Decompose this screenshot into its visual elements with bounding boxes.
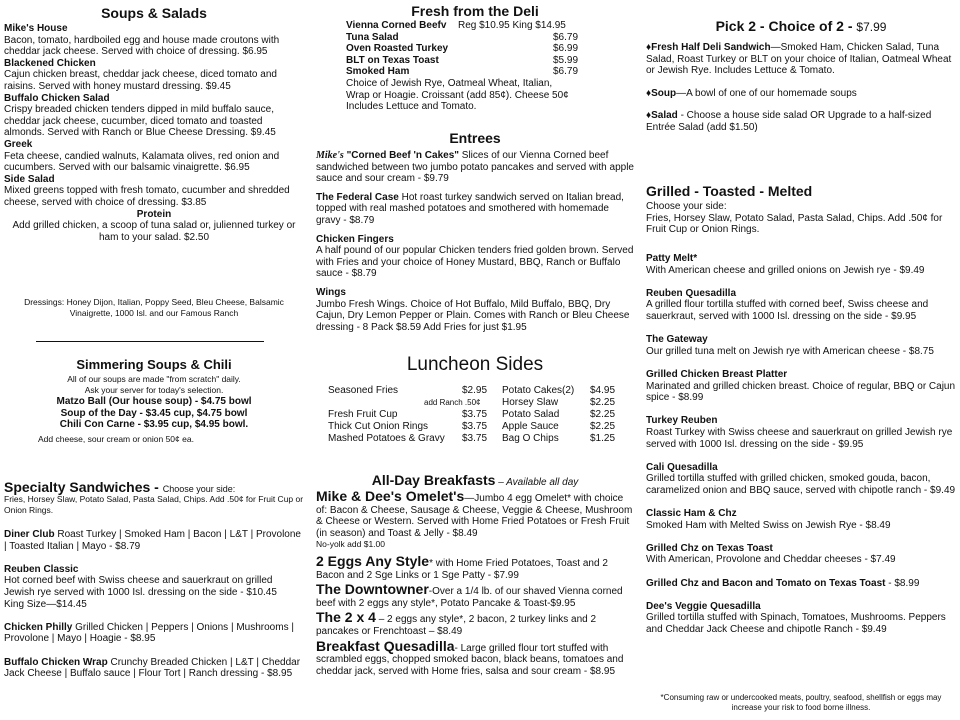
sides-row: Mashed Potatoes & Gravy $3.75 Bag O Chips $1.25 [328,433,616,444]
sides-row: add Ranch .50¢ Horsey Slaw $2.25 [424,397,616,408]
entrees-list [316,150,634,333]
grilled-item: Grilled Chicken Breast Platter Marinated and grilled chicken breast. Choice of regular, BBQ or Cajun spice - $8.99 [646,368,956,404]
breakfast-item: Mike & Dee's Omelet's—Jumbo 4 egg Omelet* with choice of: Bacon & Cheese, Sausage & Cheese, Veggie & Cheese, Mushroom & Cheese or Western. Served with Home Fried Potatoes or Fresh Fruit (in season) and Toast & Jelly - $8.49 No-yolk add $1.00 [316,488,633,550]
sides-table [328,385,634,445]
salad-list [4,23,304,243]
deli-row: Smoked Ham $6.79 [346,66,579,78]
salad-item: Greek Feta cheese, candied walnuts, Kalamata olives, red onion and cucumbers. Served with our balsamic vinaigrette. $6.95 [4,138,280,174]
grilled-item: Cali Quesadilla Grilled tortilla stuffed with grilled chicken, smoked gouda, bacon, caramelized onion and BBQ sauce, served with chipotle ranch - $9.49 [646,461,956,496]
soups-title: Simmering Soups & Chili [76,357,232,372]
grilled-item: Classic Ham & Chz Smoked Ham with Melted Swiss on Jewish Rye - $8.49 [646,508,891,531]
specialty-sides: Fries, Horsey Slaw, Potato Salad, Pasta Salad, Chips. Add .50¢ for Fruit Cup or Onion Rings. [4,494,304,515]
pick2-item: ♦Soup—A bowl of one of our homemade soups [646,87,857,99]
sides-row: Fresh Fruit Cup $3.75 Potato Salad $2.25 [328,409,616,420]
entrees-title: Entrees [449,130,501,146]
salad-item: Side Salad Mixed greens topped with fresh tomato, cucumber and shredded cheese, served with choice of dressing. $3.85 [4,173,290,208]
pick2-item: ♦Fresh Half Deli Sandwich—Smoked Ham, Chicken Salad, Tuna Salad, Roast Turkey or BLT on your choice of Italian, Oatmeal Wheat or Jewish Rye. Includes Lettuce & Tomato. [646,42,952,77]
breakfast-item: The 2 x 4 – 2 eggs any style*, 2 bacon, 2 turkey links and 2 pancakes or Frenchtoast – $8.49 [316,609,597,637]
grilled-item: Dee's Veggie Quesadilla Grilled tortilla stuffed with Spinach, Tomatoes, Mushrooms. Peppers and Cheddar Jack Cheese and chipotle Ranch - $9.49 [646,600,946,635]
entree-item: Mike's "Corned Beef 'n Cakes" Slices of our Vienna Corned beef sandwiched between two jumbo potato pancakes and served with apple sauce and sour cream - $9.79 [316,150,634,185]
grilled-item: Reuben Quesadilla A grilled flour tortilla stuffed with corned beef, Swiss cheese and sauerkraut, served with 1000 Isl. dressing on the side - $9.95 [646,287,929,322]
soups-notes: All of our soups are made "from scratch" daily. Ask your server for today's selection. [67,374,241,395]
sandwich-item: Chicken Philly Grilled Chicken | Peppers | Onions | Mushrooms | Provolone | Mayo | Hoagie - $8.95 [4,621,294,645]
salad-item: Blackened Chicken Cajun chicken breast, cheddar jack cheese, diced tomato and raisins. Served with honey mustard dressing. $9.45 [4,57,277,92]
food-disclaimer: *Consuming raw or undercooked meats, poultry, seafood, shellfish or eggs may increase your risk to food borne illness. [660,693,942,712]
breakfast-item: 2 Eggs Any Style* with Home Fried Potatoes, Toast and 2 Bacon and 2 Sge Links or 1 Sge Patty - $7.99 [316,552,608,581]
specialty-heading: Specialty Sandwiches - Choose your side: [4,479,236,495]
deli-row: Vienna Corned Beefv Reg $10.95 King $14.95 [346,20,566,31]
deli-row: BLT on Texas Toast $5.99 [346,54,579,66]
sandwich-item: Buffalo Chicken Wrap Crunchy Breaded Chicken | L&T | Cheddar Jack Cheese | Buffalo sauce | Flour Tort | Ranch dressing - $8.95 [4,656,301,680]
grilled-item: Patty Melt* With American cheese and grilled onions on Jewish rye - $9.49 [646,253,925,276]
protein-title: Protein [136,208,172,220]
entree-item: Chicken Fingers A half pound of our popular Chicken tenders fried golden brown. Served with Fries and your choice of Honey Mustard, BBQ, Ranch or Buffalo sauce - $8.79 [316,233,634,280]
grilled-item: Grilled Chz and Bacon and Tomato on Texas Toast - $8.99 [646,577,920,589]
deli-title: Fresh from the Deli [411,3,539,19]
sandwich-item: Reuben Classic Hot corned beef with Swiss cheese and sauerkraut on grilled Jewish rye served with 1000 Isl. dressing on the side - $10.45 King Size—$14.45 [4,563,305,610]
entree-item: The Federal Case Hot roast turkey sandwich served on Italian bread, topped with real mashed potatoes and smothered with homemade gravy - $8.79 [316,191,624,226]
grilled-sides: Choose your side: Fries, Horsey Slaw, Potato Salad, Pasta Salad, Chips. Add .50¢ for Fruit Cup or Onion Rings. [646,201,943,236]
sides-row: Thick Cut Onion Rings $3.75 Apple Sauce $2.25 [328,421,616,432]
deli-note: Choice of Jewish Rye, Oatmeal Wheat, Italian, Wrap or Hoagie. Croissant (add 85¢). Cheese 50¢ Includes Lettuce and Tomato. [346,78,569,113]
soups-addon: Add cheese, sour cream or onion 50¢ ea. [38,434,194,444]
pick2-list [646,42,956,134]
diamond-icon: ♦ [646,42,652,53]
breakfast-heading: All-Day Breakfasts – Available all day [371,472,579,488]
pick2-heading: Pick 2 - Choice of 2 - $7.99 [715,18,887,34]
soups-salads-title: Soups & Salads [101,5,207,21]
deli-row: Oven Roasted Turkey $6.99 [346,43,579,55]
diamond-icon: ♦ [646,110,652,122]
specialty-list [4,529,304,680]
grilled-item: The Gateway Our grilled tuna melt on Jewish rye with American cheese - $8.75 [646,334,934,357]
salad-item: Buffalo Chicken Salad Crispy breaded chicken tenders dipped in mild buffalo sauce, cheddar jack cheese, cucumber, diced tomato and toasted almonds. Served with Ranch or Blue Cheese Dressing. $9.45 [4,92,276,139]
sandwich-item: Diner Club Roast Turkey | Smoked Ham | Bacon | L&T | Provolone | Toasted Italian | Mayo - $8.79 [4,529,301,552]
deli-row: Tuna Salad $6.79 [346,31,579,43]
sides-row: Seasoned Fries $2.95 Potato Cakes(2) $4.95 [328,385,616,396]
breakfast-item: Breakfast Quesadilla- Large grilled flour tort stuffed with scrambled eggs, chopped smoked bacon, black beans, tomatoes and cheddar jack, served with Home fries, salsa and sour cream - $8.95 [316,637,624,677]
soups-lines: Matzo Ball (Our house soup) - $4.75 bowl Soup of the Day - $3.45 cup, $4.75 bowl Chili Con Carne - $3.95 cup, $4.95 bowl. [56,396,252,431]
breakfast-list [316,488,634,677]
grilled-item: Grilled Chz on Texas Toast With American, Provolone and Cheddar cheeses - $7.49 [646,542,896,566]
salad-item: Mike's House Bacon, tomato, hardboiled egg and house made croutons with cheddar jack cheese. Served with choice of dressing. $6.95 [4,23,280,58]
entree-item: Wings Jumbo Fresh Wings. Choice of Hot Buffalo, Mild Buffalo, BBQ, Dry Cajun, Dry Lemon Pepper or Plain. Comes with Ranch or Bleu Cheese dressing - 8 Pack $8.59 Add Fries for just $1.95 [316,286,630,333]
grilled-item: Turkey Reuben Roast Turkey with Swiss cheese and sauerkraut on grilled Jewish rye served with 1000 Isl. dressing on the side - $9.95 [646,415,953,450]
divider [36,341,264,342]
dressings-list: Dressings: Honey Dijon, Italian, Poppy Seed, Bleu Cheese, Balsamic Vinaigrette, 1000 Isl. and our Famous Ranch [24,297,284,318]
pick2-item: ♦Salad - Choose a house side salad OR Upgrade to a half-sized Entrée Salad (add $1.50) [646,110,932,133]
sides-title: Luncheon Sides [406,354,544,375]
protein-desc: Add grilled chicken, a scoop of tuna salad or, julienned turkey or ham to your salad. $2.50 [12,220,296,243]
grilled-title: Grilled - Toasted - Melted [646,183,813,199]
deli-table [346,20,634,78]
diamond-icon: ♦ [646,87,652,99]
grilled-list [646,253,956,636]
breakfast-item: The Downtowner-Over a 1/4 lb. of our shaved Vienna corned beef with 2 eggs any style*, Potato Pancake & Toast-$9.95 [316,581,623,609]
